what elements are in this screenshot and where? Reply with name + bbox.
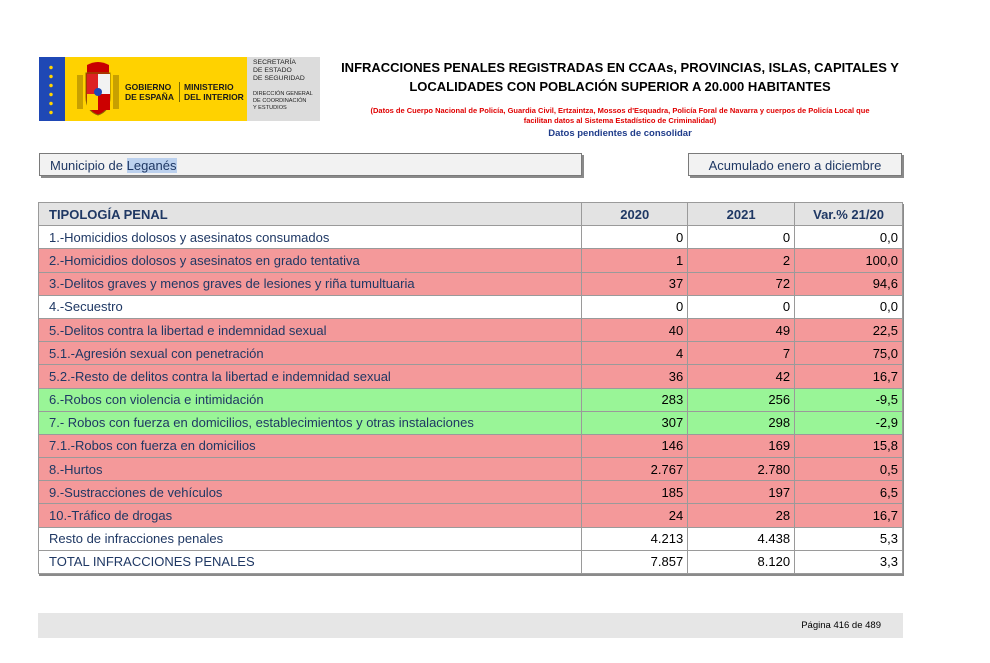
value-variation: 22,5: [795, 318, 903, 341]
header-variation: Var.% 21/20: [795, 203, 903, 226]
coat-of-arms-icon: [75, 61, 121, 117]
value-variation: 0,0: [795, 295, 903, 318]
table-row: [39, 226, 903, 249]
value-2021: 4.438: [688, 527, 795, 550]
value-variation: 100,0: [795, 249, 903, 272]
value-2020: 7.857: [582, 550, 688, 573]
table-row: [39, 527, 903, 550]
table-row: [39, 458, 903, 481]
logo-text-secretaria: SECRETARÍA DE ESTADO DE SEGURIDAD: [253, 59, 305, 82]
value-variation: -2,9: [795, 411, 903, 434]
table-row: [39, 318, 903, 341]
value-2021: 8.120: [688, 550, 795, 573]
value-2020: 40: [582, 318, 688, 341]
table-row: [39, 504, 903, 527]
row-label: 7.- Robos con fuerza en domicilios, establecimientos y otras instalaciones: [39, 411, 582, 434]
value-variation: 16,7: [795, 365, 903, 388]
row-label: 2.-Homicidios dolosos y asesinatos en grado tentativa: [39, 249, 582, 272]
header-2021: 2021: [688, 203, 795, 226]
value-variation: 6,5: [795, 481, 903, 504]
value-variation: 16,7: [795, 504, 903, 527]
value-2020: 0: [582, 295, 688, 318]
table-row: [39, 411, 903, 434]
table-row: [39, 272, 903, 295]
report-subtitle: (Datos de Cuerpo Nacional de Policía, Guardia Civil, Ertzaintza, Mossos d'Esquadra, Policía Foral de Navarra y cuerpos de Policía Local que facilitan datos al Sistema Estadístico de Criminalidad): [370, 106, 870, 125]
value-2021: 197: [688, 481, 795, 504]
value-2020: 24: [582, 504, 688, 527]
value-2021: 72: [688, 272, 795, 295]
value-2021: 2.780: [688, 458, 795, 481]
municipio-prefix: Municipio de: [50, 158, 127, 173]
value-2020: 307: [582, 411, 688, 434]
row-label: TOTAL INFRACCIONES PENALES: [39, 550, 582, 573]
value-variation: 5,3: [795, 527, 903, 550]
value-2020: 146: [582, 434, 688, 457]
row-label: 9.-Sustracciones de vehículos: [39, 481, 582, 504]
row-label: 5.2.-Resto de delitos contra la libertad e indemnidad sexual: [39, 365, 582, 388]
row-label: 3.-Delitos graves y menos graves de lesiones y riña tumultuaria: [39, 272, 582, 295]
table-row: [39, 481, 903, 504]
value-variation: 75,0: [795, 342, 903, 365]
value-2020: 1: [582, 249, 688, 272]
table-row: [39, 342, 903, 365]
table-row: [39, 249, 903, 272]
value-2021: 49: [688, 318, 795, 341]
period-box: Acumulado enero a diciembre: [688, 153, 902, 176]
government-logo: [39, 57, 320, 121]
row-label: 8.-Hurtos: [39, 458, 582, 481]
row-label: 6.-Robos con violencia e intimidación: [39, 388, 582, 411]
value-2020: 4.213: [582, 527, 688, 550]
table-row: [39, 550, 903, 573]
logo-text-direccion: DIRECCIÓN GENERAL DE COORDINACIÓN Y ESTUDIOS: [253, 91, 313, 111]
value-2021: 28: [688, 504, 795, 527]
logo-text-ministerio: MINISTERIO DEL INTERIOR: [179, 82, 244, 102]
value-2021: 298: [688, 411, 795, 434]
value-2020: 4: [582, 342, 688, 365]
value-variation: 3,3: [795, 550, 903, 573]
page-footer: [38, 613, 903, 638]
row-label: 5.1.-Agresión sexual con penetración: [39, 342, 582, 365]
value-2021: 7: [688, 342, 795, 365]
row-label: Resto de infracciones penales: [39, 527, 582, 550]
row-label: 1.-Homicidios dolosos y asesinatos consumados: [39, 226, 582, 249]
logo-text-gobierno: GOBIERNO DE ESPAÑA: [125, 82, 174, 102]
value-2020: 37: [582, 272, 688, 295]
row-label: 10.-Tráfico de drogas: [39, 504, 582, 527]
value-2021: 169: [688, 434, 795, 457]
value-variation: 0,0: [795, 226, 903, 249]
value-2021: 0: [688, 226, 795, 249]
value-2020: 2.767: [582, 458, 688, 481]
value-2020: 36: [582, 365, 688, 388]
value-2021: 0: [688, 295, 795, 318]
value-variation: 15,8: [795, 434, 903, 457]
value-2020: 0: [582, 226, 688, 249]
value-2020: 185: [582, 481, 688, 504]
table-row: [39, 365, 903, 388]
row-label: 5.-Delitos contra la libertad e indemnidad sexual: [39, 318, 582, 341]
municipio-name[interactable]: Leganés: [126, 158, 177, 173]
eu-flag-icon: [39, 57, 65, 121]
table-header-row: [39, 203, 903, 226]
table-row: [39, 434, 903, 457]
pending-note: Datos pendientes de consolidar: [548, 128, 692, 139]
table-row: [39, 295, 903, 318]
value-variation: 0,5: [795, 458, 903, 481]
municipio-box: [39, 153, 582, 176]
value-variation: -9,5: [795, 388, 903, 411]
page-number: Página 416 de 489: [801, 620, 881, 631]
row-label: 7.1.-Robos con fuerza en domicilios: [39, 434, 582, 457]
row-label: 4.-Secuestro: [39, 295, 582, 318]
crime-table: [38, 202, 903, 574]
header-2020: 2020: [582, 203, 688, 226]
value-2021: 42: [688, 365, 795, 388]
header-tipologia: TIPOLOGÍA PENAL: [39, 203, 582, 226]
value-2021: 256: [688, 388, 795, 411]
report-title: INFRACCIONES PENALES REGISTRADAS EN CCAAs, PROVINCIAS, ISLAS, CAPITALES Y LOCALIDADES CON POBLACIÓN SUPERIOR A 20.000 HABITANTES: [341, 60, 899, 94]
table-row: [39, 388, 903, 411]
value-2020: 283: [582, 388, 688, 411]
value-variation: 94,6: [795, 272, 903, 295]
value-2021: 2: [688, 249, 795, 272]
